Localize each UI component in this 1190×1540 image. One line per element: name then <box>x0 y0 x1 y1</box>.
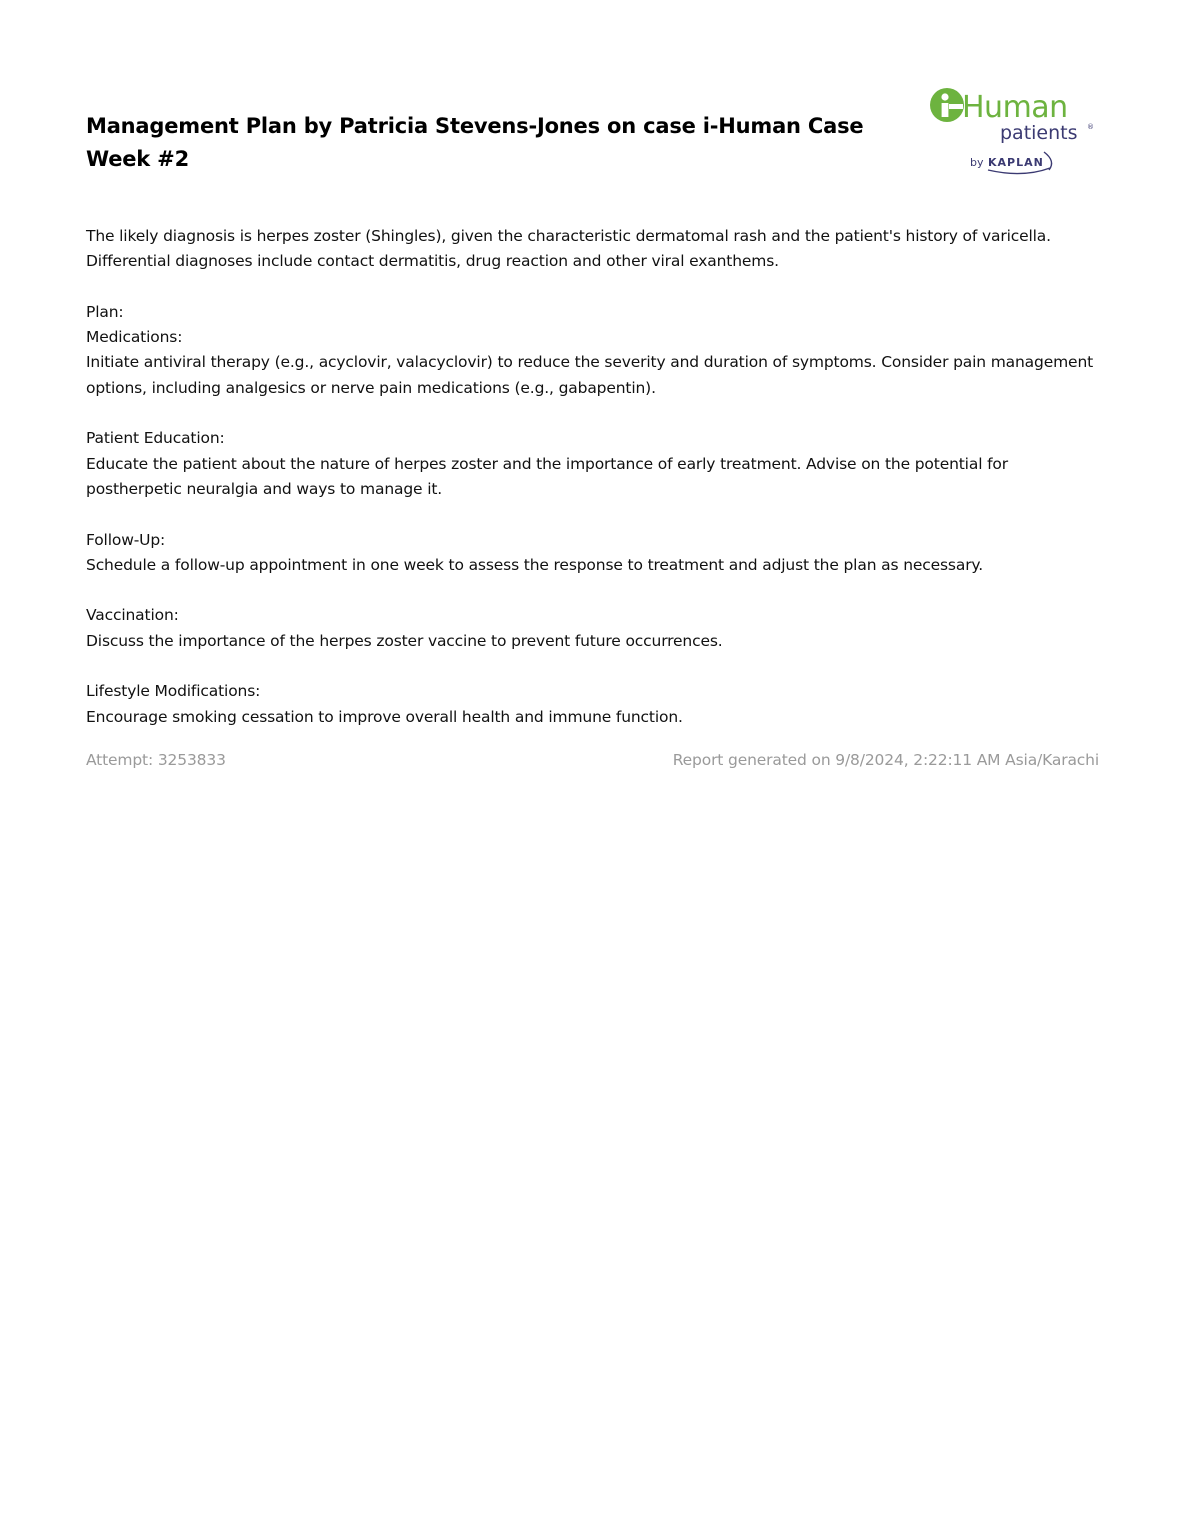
report-content <box>86 224 1096 730</box>
section-body: Discuss the importance of the herpes zoster vaccine to prevent future occurrences. <box>86 631 723 650</box>
logo-by-text: by <box>970 156 984 169</box>
lifestyle-section <box>86 679 1096 730</box>
report-generated-timestamp: Report generated on 9/8/2024, 2:22:11 AM Asia/Karachi <box>672 751 1099 769</box>
svg-text:®: ® <box>1087 123 1094 131</box>
section-heading: Follow-Up: <box>86 530 166 549</box>
logo-kaplan-text: KAPLAN <box>988 156 1044 169</box>
attempt-id: Attempt: 3253833 <box>86 751 226 769</box>
plan-label: Plan: <box>86 302 124 321</box>
report-title: Management Plan by Patricia Stevens-Jones on case i-Human Case Week #2 <box>86 114 864 171</box>
section-heading: Medications: <box>86 328 183 347</box>
section-body: Educate the patient about the nature of herpes zoster and the importance of early treatment. Advise on the potential for postherpetic neuralgia and ways to manage it. <box>86 454 1008 498</box>
vaccination-section <box>86 603 1096 654</box>
section-body: Encourage smoking cessation to improve overall health and immune function. <box>86 707 683 726</box>
section-heading: Vaccination: <box>86 606 179 625</box>
logo-brand-text: Human <box>962 90 1068 125</box>
section-body: Schedule a follow-up appointment in one week to assess the response to treatment and adjust the plan as necessary. <box>86 555 984 574</box>
logo-sub-text: patients <box>1000 122 1078 144</box>
patient-education-section <box>86 426 1096 502</box>
follow-up-section <box>86 528 1096 579</box>
ihuman-patients-logo <box>928 84 1098 180</box>
section-body: Initiate antiviral therapy (e.g., acyclovir, valacyclovir) to reduce the severity and duration of symptoms. Consider pain management options, including analgesics or nerve pain medications (e.g., gabapentin). <box>86 353 1094 397</box>
section-heading: Patient Education: <box>86 429 225 448</box>
diagnosis-paragraph: The likely diagnosis is herpes zoster (Shingles), given the characteristic dermatomal rash and the patient's history of varicella. Differential diagnoses include contact dermatitis, drug reaction and other viral exanthems. <box>86 227 1051 271</box>
plan-block <box>86 300 1096 401</box>
section-heading: Lifestyle Modifications: <box>86 682 261 701</box>
report-footer <box>86 748 1099 773</box>
